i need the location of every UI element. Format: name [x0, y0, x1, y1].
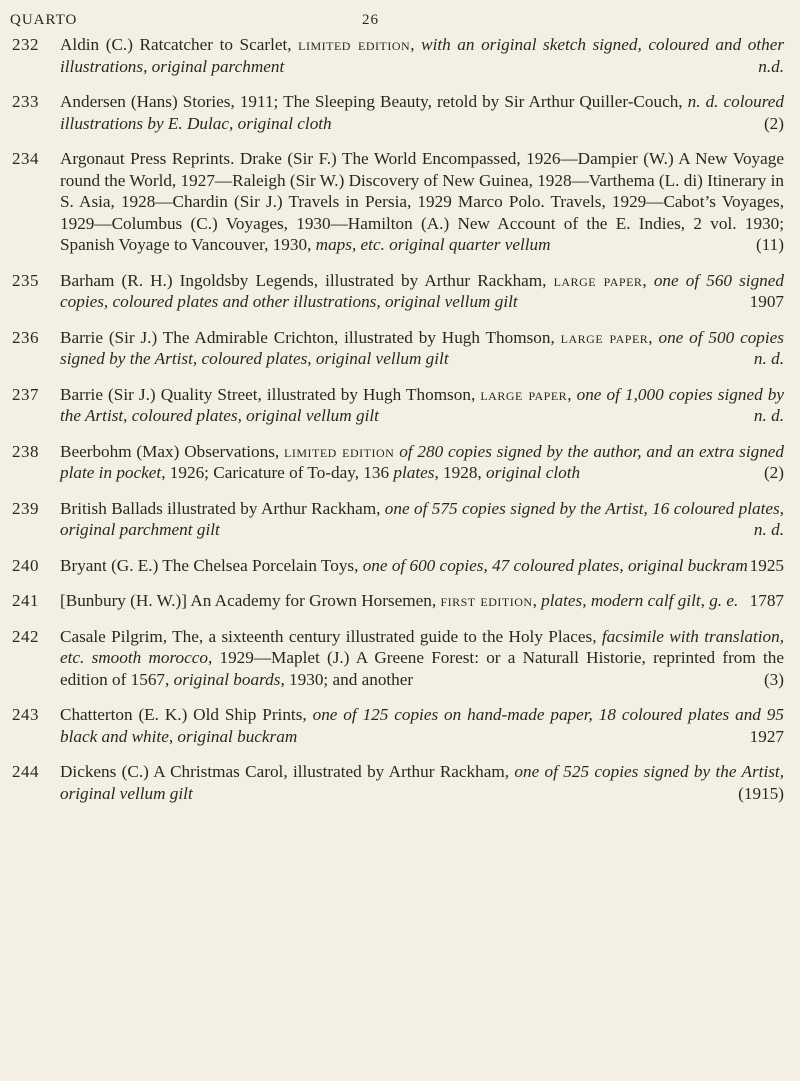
- lot-entry: [0, 270, 800, 313]
- page-number: 26: [362, 12, 379, 28]
- lot-list: [0, 34, 800, 818]
- lot-number: 235: [12, 270, 39, 290]
- lot-description: British Ballads illustrated by Arthur Rackham, one of 575 copies signed by the Artist, 16 coloured plates, original parchment gilt n. d.: [60, 498, 784, 539]
- lot-entry: [0, 91, 800, 134]
- lot-entry: [0, 590, 800, 612]
- lot-entry: [0, 704, 800, 747]
- lot-entry: [0, 555, 800, 577]
- lot-entry: [0, 148, 800, 256]
- lot-entry: [0, 626, 800, 691]
- lot-entry: [0, 761, 800, 804]
- lot-number: 232: [12, 35, 39, 54]
- lot-entry: [0, 441, 800, 484]
- lot-description: Dickens (C.) A Christmas Carol, illustrated by Arthur Rackham, one of 525 copies signed by the Artist, original vellum gilt (1915): [60, 762, 784, 803]
- lot-number: 236: [12, 327, 39, 347]
- lot-description: Argonaut Press Reprints. Drake (Sir F.) The World Encompassed, 1926—Dampier (W.) A New Voyage round the World, 1927—Raleigh (Sir W.) Discovery of New Guinea, 1928—Varthema (L. di) Itinerary in S. Asia, 1928—Chardin (Sir J.) Travels in Persia, 1929 Marco Polo. Travels, 1929—Cabot’s Voyages, 1929—Columbus (C.) Voyages, 1930—Hamilton (A.) New Account of the E. Indies, 2 vol. 1930; Spanish Voyage to Vancouver, 1930, maps, etc. original quarter vellum (11): [60, 149, 784, 254]
- page-header: [10, 12, 790, 32]
- lot-number: 239: [12, 498, 39, 518]
- lot-number: 241: [12, 591, 39, 610]
- lot-description: [Bunbury (H. W.)] An Academy for Grown Horsemen, first edition, plates, modern calf gilt, g. e. 1787: [60, 591, 784, 610]
- lot-number: 240: [12, 555, 39, 575]
- lot-description: Barrie (Sir J.) Quality Street, illustrated by Hugh Thomson, large paper, one of 1,000 copies signed by the Artist, coloured plates, original vellum gilt n. d.: [60, 384, 784, 425]
- lot-entry: [0, 34, 800, 77]
- lot-description: Beerbohm (Max) Observations, limited edition of 280 copies signed by the author, and an extra signed plate in pocket, 1926; Caricature of To-day, 136 plates, 1928, original cloth (2): [60, 441, 785, 482]
- lot-description: Barrie (Sir J.) The Admirable Crichton, illustrated by Hugh Thomson, large paper, one of 500 copies signed by the Artist, coloured plates, original vellum gilt n. d.: [60, 327, 784, 368]
- section-title: QUARTO: [10, 12, 78, 28]
- lot-entry: [0, 384, 800, 427]
- lot-description: Bryant (G. E.) The Chelsea Porcelain Toys, one of 600 copies, 47 coloured plates, original buckram 1925: [60, 555, 784, 575]
- lot-description: Aldin (C.) Ratcatcher to Scarlet, limited edition, with an original sketch signed, coloured and other illustrations, original parchment n.d.: [60, 35, 785, 76]
- lot-number: 242: [12, 626, 39, 646]
- lot-number: 234: [12, 149, 39, 168]
- lot-description: Chatterton (E. K.) Old Ship Prints, one of 125 copies on hand-made paper, 18 coloured plates and 95 black and white, original buckram 1927: [60, 705, 784, 746]
- lot-description: Andersen (Hans) Stories, 1911; The Sleeping Beauty, retold by Sir Arthur Quiller-Couch, n. d. coloured illustrations by E. Dulac, original cloth (2): [60, 92, 784, 133]
- lot-number: 244: [12, 762, 39, 781]
- lot-number: 237: [12, 384, 39, 404]
- lot-description: Casale Pilgrim, The, a sixteenth century illustrated guide to the Holy Places, facsimile with translation, etc. smooth morocco, 1929—Maplet (J.) A Greene Forest: or a Naturall Historie, reprinted from the edition of 1567, original boards, 1930; and another (3): [60, 626, 784, 689]
- lot-number: 243: [12, 705, 39, 724]
- lot-entry: [0, 327, 800, 370]
- lot-number: 233: [12, 92, 39, 111]
- lot-description: Barham (R. H.) Ingoldsby Legends, illustrated by Arthur Rackham, large paper, one of 560 signed copies, coloured plates and other illustrations, original vellum gilt 1907: [60, 270, 784, 311]
- lot-entry: [0, 498, 800, 541]
- lot-number: 238: [12, 441, 39, 461]
